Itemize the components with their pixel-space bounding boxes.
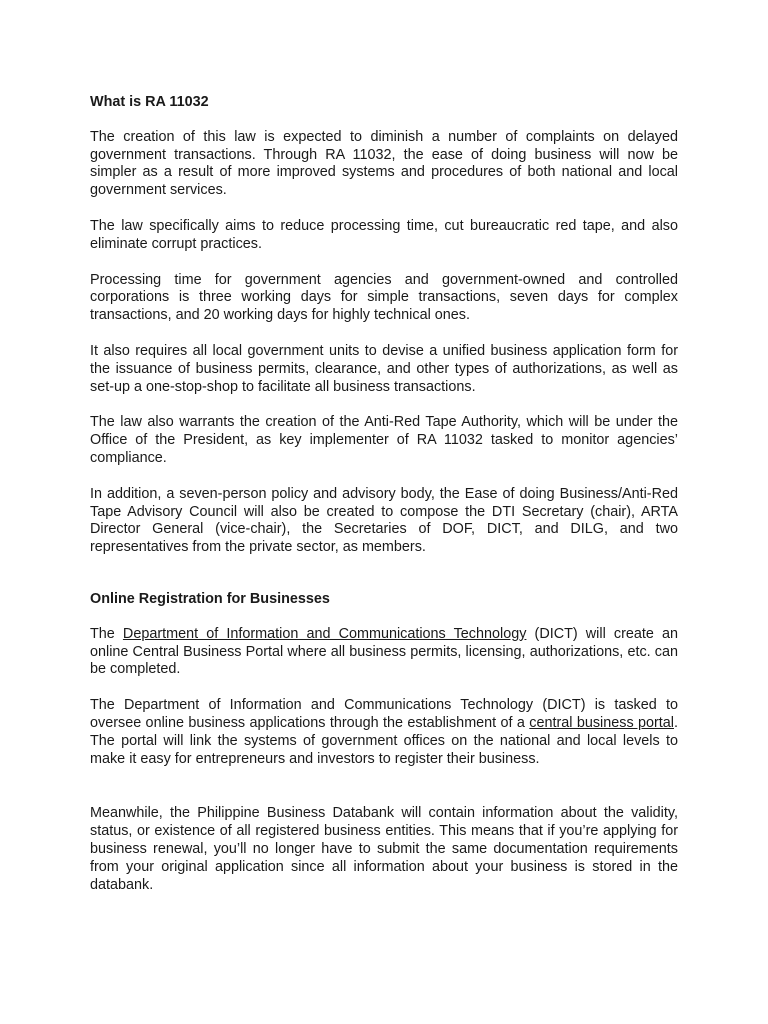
- paragraph-law-aims: The law specifically aims to reduce processing time, cut bureaucratic red tape, and also eliminate corrupt practices.: [90, 217, 678, 252]
- paragraph-anti-red-tape-authority: The law also warrants the creation of the Anti-Red Tape Authority, which will be under the Office of the President, as key implementer of RA 11032 tasked to monitor agencies’ compliance.: [90, 414, 678, 466]
- paragraph-processing-time: Processing time for government agencies and government-owned and controlled corporations is three working days for simple transactions, seven days for complex transactions, and 20 working days for highly technical ones.: [90, 271, 678, 324]
- document-page: [90, 94, 678, 912]
- paragraph-creation-of-law: The creation of this law is expected to diminish a number of complaints on delayed government transactions. Through RA 11032, the ease of doing business will now be simpler as a result of more improved systems and procedures of both national and local government services.: [90, 128, 678, 199]
- dict-link[interactable]: Department of Information and Communications Technology: [122, 625, 527, 642]
- text-fragment: . The portal will link the systems of government offices on the national and local levels to make it easy for entrepreneurs and investors to register their business.: [90, 714, 678, 767]
- text-fragment: The Department of Information and Communications Technology (DICT) is tasked to oversee online business applications through the establishment of a: [90, 697, 678, 731]
- text-fragment: (DICT) will create an online Central Business Portal where all business permits, licensing, authorizations, etc. can be completed.: [90, 625, 679, 678]
- paragraph-dict-oversee: [90, 697, 678, 768]
- paragraph-lgu-requirements: It also requires all local government units to devise a unified business application form for the issuance of business permits, clearance, and other types of authorizations, as well as set-up a one-stop-shop to facilitate all business transactions.: [90, 342, 678, 395]
- section-heading-ra-11032: What is RA 11032: [90, 94, 209, 110]
- paragraph-advisory-council: In addition, a seven-person policy and advisory body, the Ease of doing Business/Anti-Red Tape Advisory Council will also be created to compose the DTI Secretary (chair), ARTA Director General (vice-chair), the Secretaries of DOF, DICT, and DILG, and two representatives from the private sector, as members.: [90, 485, 678, 556]
- paragraph-business-databank: Meanwhile, the Philippine Business Databank will contain information about the validity, status, or existence of all registered business entities. This means that if you’re applying for business renewal, you’ll no longer have to submit the same documentation requirements from your original application since all information about your business is stored in the databank.: [90, 805, 678, 893]
- section-heading-online-registration: Online Registration for Businesses: [90, 590, 330, 607]
- paragraph-dict-portal: [90, 626, 678, 679]
- central-business-portal-link[interactable]: central business portal: [529, 714, 674, 731]
- text-fragment: The: [90, 625, 123, 642]
